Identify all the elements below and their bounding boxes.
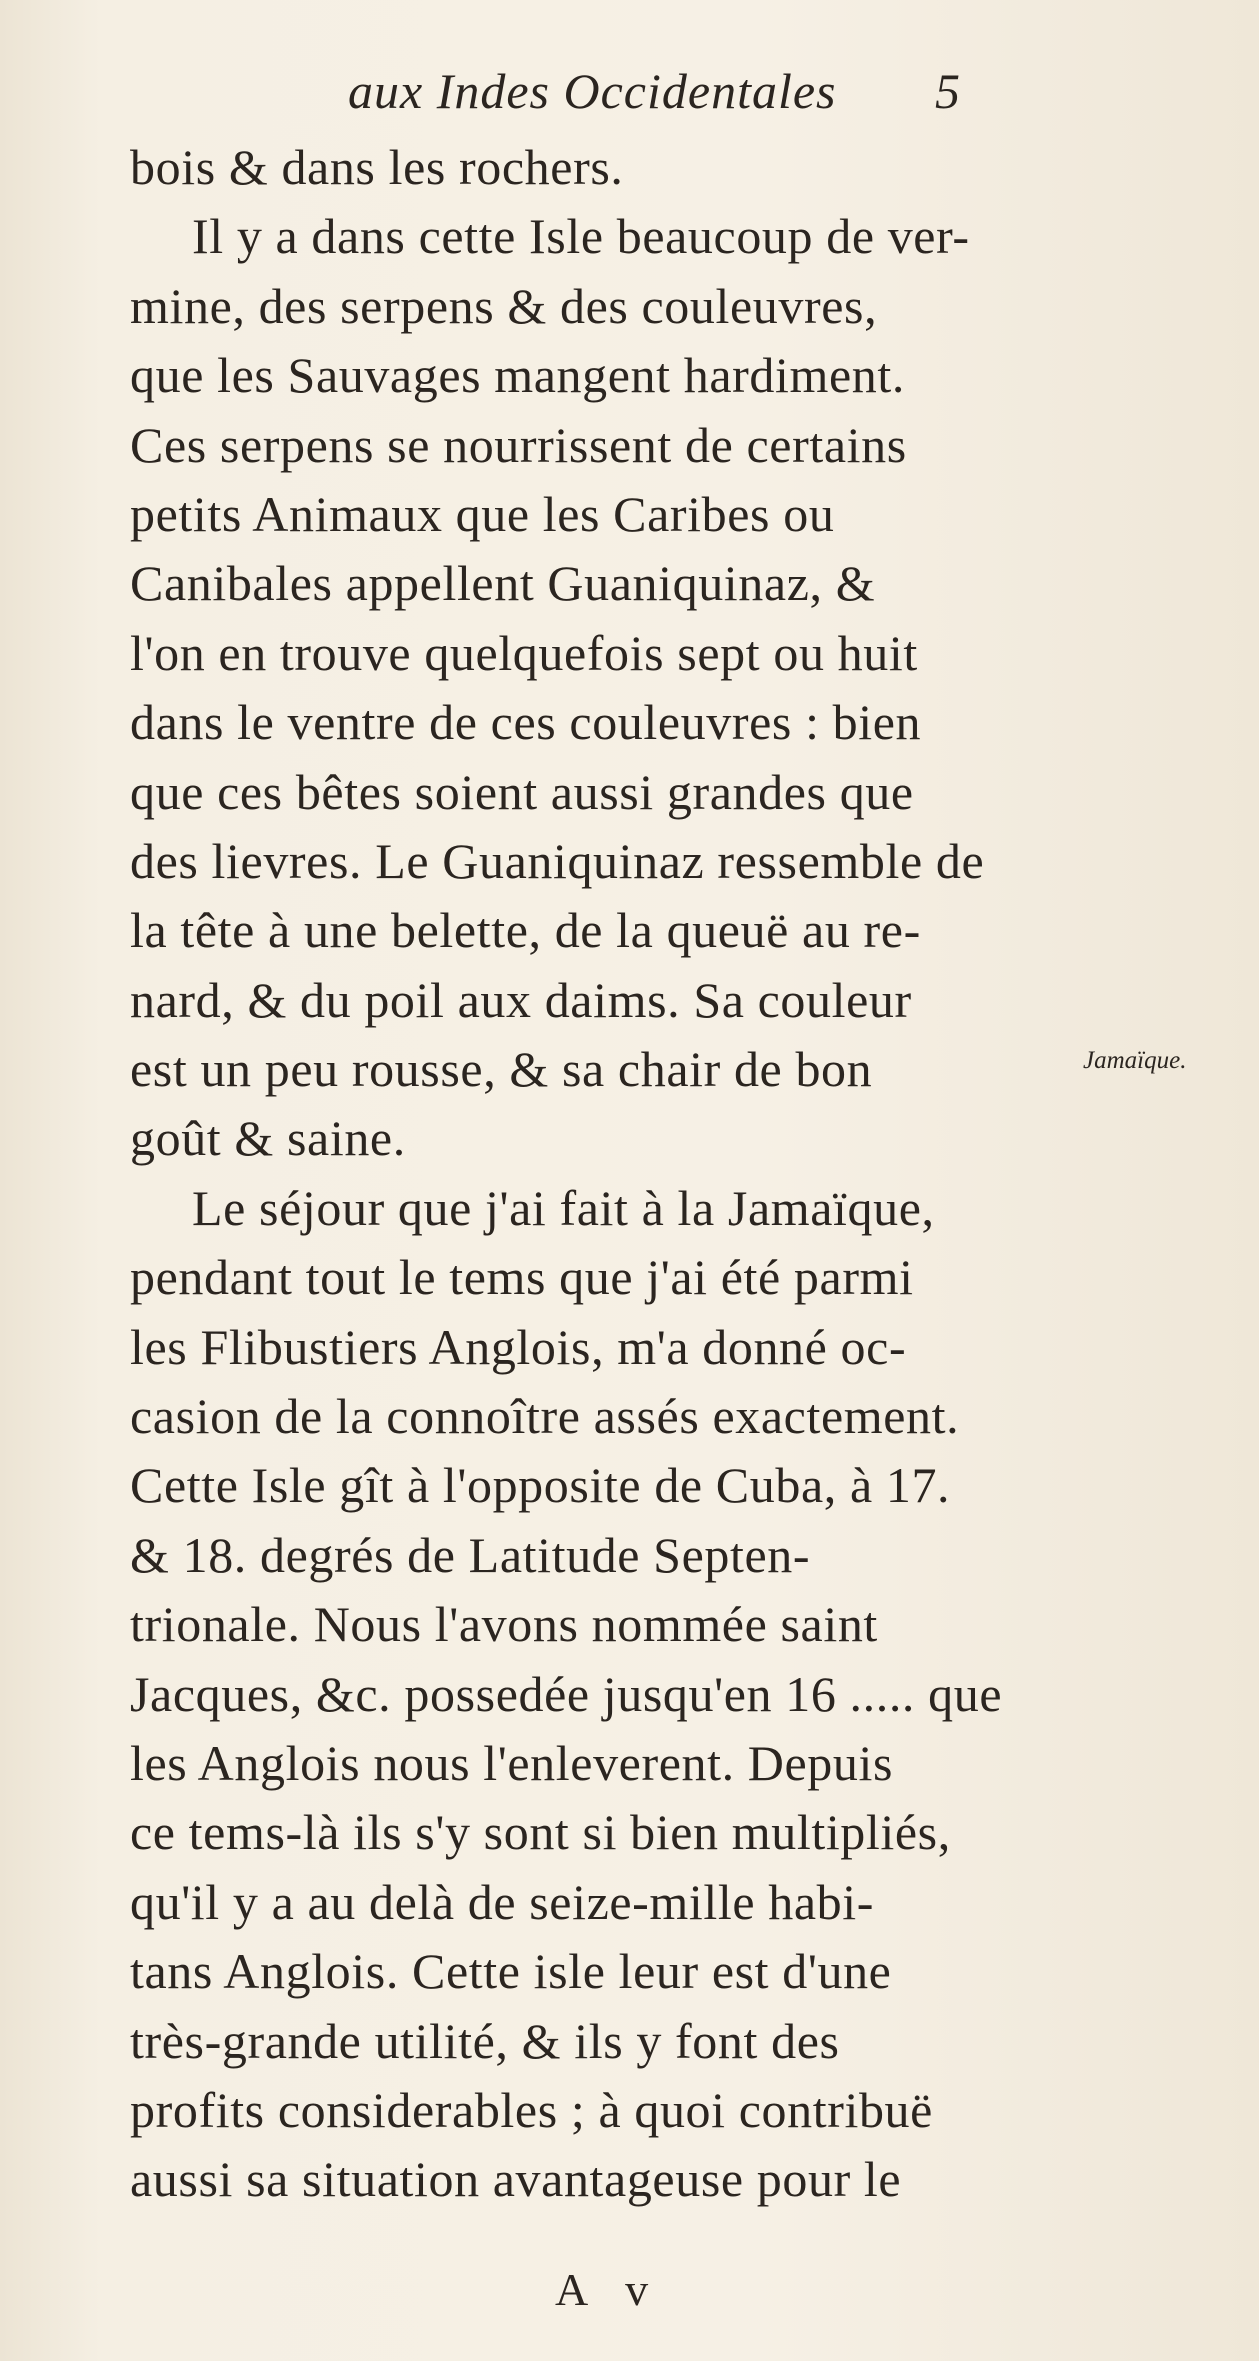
text-line: & 18. degrés de Latitude Septen- — [130, 1526, 811, 1583]
text-line: dans le ventre de ces couleuvres : bien — [130, 694, 922, 751]
margin-note: Jamaïque. — [1083, 1047, 1187, 1074]
text-line: qu'il y a au delà de seize-mille habi- — [130, 1873, 875, 1930]
text-line: casion de la connoître assés exactement. — [130, 1388, 960, 1445]
text-line: profits considerables ; à quoi contribuë — [130, 2081, 933, 2138]
text-line: Le séjour que j'ai fait à la Jamaïque, — [192, 1179, 935, 1236]
text-line: l'on en trouve quelquefois sept ou huit — [130, 624, 918, 681]
text-line: Il y a dans cette Isle beaucoup de ver- — [192, 208, 970, 265]
text-line: bois & dans les rochers. — [130, 139, 624, 195]
text-line: nard, & du poil aux daims. Sa couleur — [130, 971, 912, 1028]
text-line: la tête à une belette, de la queuë au re- — [130, 902, 921, 959]
text-line: aussi sa situation avantageuse pour le — [130, 2151, 902, 2208]
text-line: tans Anglois. Cette isle leur est d'une — [130, 1943, 892, 2000]
text-line: Ces serpens se nourrissent de certains — [130, 416, 907, 473]
signature-mark: A v — [555, 2264, 663, 2315]
running-head: aux Indes Occidentales — [348, 63, 837, 119]
text-line: est un peu rousse, & sa chair de bon — [130, 1041, 873, 1098]
text-line: Jacques, &c. possedée jusqu'en 16 ..... que — [130, 1665, 1003, 1722]
text-line: les Flibustiers Anglois, m'a donné oc- — [130, 1318, 907, 1375]
text-line: que ces bêtes soient aussi grandes que — [130, 763, 914, 820]
page-header — [0, 62, 1259, 142]
text-line: goût & saine. — [130, 1110, 406, 1167]
text-line: Canibales appellent Guaniquinaz, & — [130, 555, 876, 612]
text-line: des lievres. Le Guaniquinaz ressemble de — [130, 832, 985, 889]
text-line: pendant tout le tems que j'ai été parmi — [130, 1249, 914, 1306]
body-text — [130, 133, 1030, 2215]
text-line: ce tems-là ils s'y sont si bien multipliés, — [130, 1804, 951, 1861]
text-line: trionale. Nous l'avons nommée saint — [130, 1596, 878, 1653]
text-line: mine, des serpens & des couleuvres, — [130, 277, 878, 334]
text-line: que les Sauvages mangent hardiment. — [130, 347, 905, 404]
text-line: très-grande utilité, & ils y font des — [130, 2012, 840, 2069]
text-line: petits Animaux que les Caribes ou — [130, 485, 835, 542]
page-number: 5 — [935, 63, 960, 119]
text-line: les Anglois nous l'enleverent. Depuis — [130, 1734, 894, 1791]
text-line: Cette Isle gît à l'opposite de Cuba, à 17. — [130, 1457, 951, 1514]
